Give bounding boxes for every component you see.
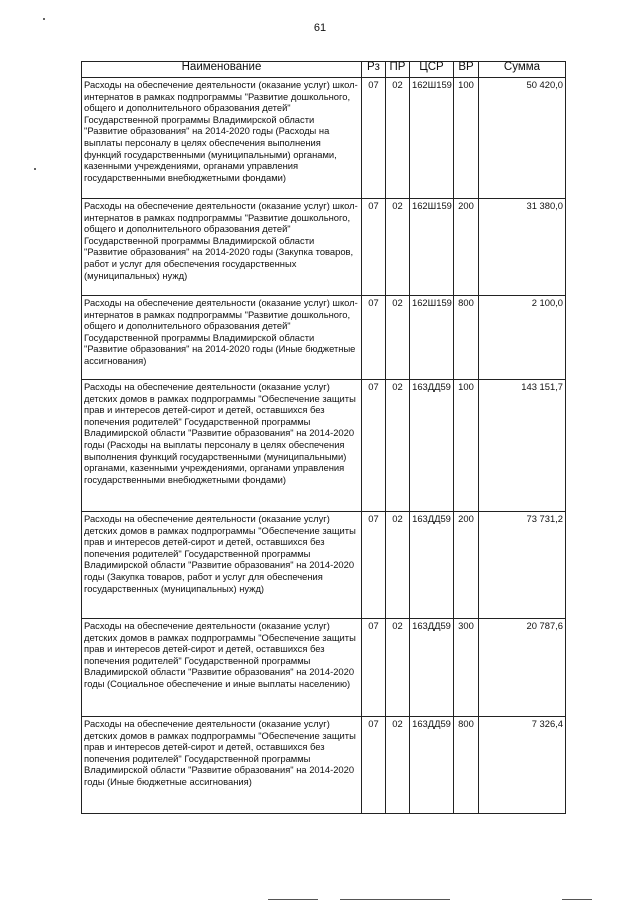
cell-pr: 02	[386, 78, 410, 199]
cell-name: Расходы на обеспечение деятельности (оказание услуг) школ-интернатов в рамках подпрограммы "Развитие дошкольного, общего и дополнительного образования детей" Государственной программы Владимирской области "Развитие образования" на 2014-2020 годы (Иные бюджетные ассигнования)	[82, 296, 362, 380]
cell-sum: 73 731,2	[479, 512, 566, 619]
cell-rz: 07	[362, 619, 386, 717]
cell-csr: 162Ш159	[410, 78, 454, 199]
cell-sum: 50 420,0	[479, 78, 566, 199]
scan-line-right	[562, 899, 592, 900]
cell-csr: 163ДД59	[410, 619, 454, 717]
cell-rz: 07	[362, 199, 386, 296]
cell-name: Расходы на обеспечение деятельности (оказание услуг) школ-интернатов в рамках подпрограммы "Развитие дошкольного, общего и дополнительного образования детей" Государственной программы Владимирской области "Развитие образования" на 2014-2020 годы (Закупка товаров, работ и услуг для обеспечения государственных (муниципальных) нужд)	[82, 199, 362, 296]
cell-name: Расходы на обеспечение деятельности (оказание услуг) школ-интернатов в рамках подпрограммы "Развитие дошкольного, общего и дополнительного образования детей" Государственной программы Владимирской области "Развитие образования" на 2014-2020 годы (Расходы на выплаты персоналу в целях обеспечения выполнения функций государственными (муниципальными) органами, казенными учреждениями, органами управления государственными внебюджетными фондами)	[82, 78, 362, 199]
table-row	[82, 199, 566, 296]
cell-rz: 07	[362, 380, 386, 512]
cell-pr: 02	[386, 380, 410, 512]
scan-line-left	[268, 899, 318, 900]
cell-sum: 31 380,0	[479, 199, 566, 296]
cell-rz: 07	[362, 512, 386, 619]
cell-csr: 162Ш159	[410, 296, 454, 380]
cell-pr: 02	[386, 717, 410, 814]
cell-csr: 163ДД59	[410, 512, 454, 619]
cell-sum: 20 787,6	[479, 619, 566, 717]
cell-name: Расходы на обеспечение деятельности (оказание услуг) детских домов в рамках подпрограммы "Обеспечение защиты прав и интересов детей-сирот и детей, оставшихся без попечения родителей" Государственной программы Владимирской области "Развитие образования" на 2014-2020 годы (Иные бюджетные ассигнования)	[82, 717, 362, 814]
cell-name: Расходы на обеспечение деятельности (оказание услуг) детских домов в рамках подпрограммы "Обеспечение защиты прав и интересов детей-сирот и детей, оставшихся без попечения родителей" Государственной программы Владимирской области "Развитие образования" на 2014-2020 годы (Расходы на выплаты персоналу в целях обеспечения выполнения функций государственными (муниципальными) органами, казенными учреждениями, органами управления государственными внебюджетными фондами)	[82, 380, 362, 512]
table-header-row	[82, 62, 566, 78]
cell-csr: 162Ш159	[410, 199, 454, 296]
cell-pr: 02	[386, 619, 410, 717]
page-number: 61	[313, 22, 327, 34]
cell-name: Расходы на обеспечение деятельности (оказание услуг) детских домов в рамках подпрограммы "Обеспечение защиты прав и интересов детей-сирот и детей, оставшихся без попечения родителей" Государственной программы Владимирской области "Развитие образования" на 2014-2020 годы (Социальное обеспечение и иные выплаты населению)	[82, 619, 362, 717]
table-row	[82, 380, 566, 512]
cell-csr: 163ДД59	[410, 717, 454, 814]
header-csr: ЦСР	[410, 62, 454, 78]
budget-table	[81, 61, 566, 814]
cell-name: Расходы на обеспечение деятельности (оказание услуг) детских домов в рамках подпрограммы "Обеспечение защиты прав и интересов детей-сирот и детей, оставшихся без попечения родителей" Государственной программы Владимирской области "Развитие образования" на 2014-2020 годы (Закупка товаров, работ и услуг для обеспечения государственных (муниципальных) нужд)	[82, 512, 362, 619]
cell-sum: 2 100,0	[479, 296, 566, 380]
cell-sum: 7 326,4	[479, 717, 566, 814]
header-name: Наименование	[82, 62, 362, 78]
table-row	[82, 512, 566, 619]
cell-rz: 07	[362, 78, 386, 199]
header-sum: Сумма	[479, 62, 566, 78]
cell-vr: 300	[454, 619, 479, 717]
header-vr: ВР	[454, 62, 479, 78]
table-row	[82, 619, 566, 717]
cell-vr: 100	[454, 380, 479, 512]
scan-line-middle	[340, 899, 450, 900]
header-rz: Рз	[362, 62, 386, 78]
cell-sum: 143 151,7	[479, 380, 566, 512]
cell-vr: 200	[454, 512, 479, 619]
cell-pr: 02	[386, 199, 410, 296]
header-pr: ПР	[386, 62, 410, 78]
scan-speck	[34, 168, 36, 170]
cell-csr: 163ДД59	[410, 380, 454, 512]
scan-speck	[43, 18, 45, 20]
cell-pr: 02	[386, 296, 410, 380]
cell-pr: 02	[386, 512, 410, 619]
cell-rz: 07	[362, 717, 386, 814]
cell-vr: 800	[454, 717, 479, 814]
table-row	[82, 296, 566, 380]
table-row	[82, 78, 566, 199]
cell-vr: 100	[454, 78, 479, 199]
table-row	[82, 717, 566, 814]
cell-vr: 200	[454, 199, 479, 296]
cell-rz: 07	[362, 296, 386, 380]
cell-vr: 800	[454, 296, 479, 380]
